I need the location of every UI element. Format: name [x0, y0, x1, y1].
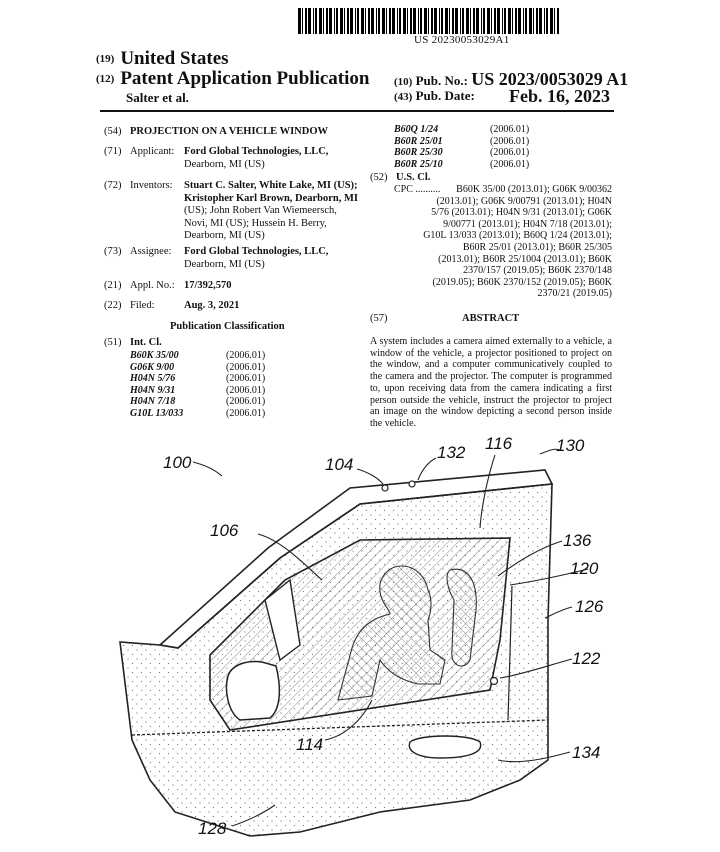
cpc-block: [394, 184, 612, 300]
ref-136: 136: [563, 531, 592, 550]
assignee-label: Assignee:: [130, 246, 172, 257]
barcode-bar: [502, 8, 503, 34]
inventors-label: Inventors:: [130, 180, 173, 191]
barcode-bar: [428, 8, 429, 34]
class-symbol: B60R 25/01: [394, 135, 443, 147]
appl-code: (21): [104, 280, 122, 291]
pub-no-label: Pub. No.:: [415, 73, 468, 88]
invention-title: PROJECTION ON A VEHICLE WINDOW: [130, 126, 328, 137]
inventor-line-5: Dearborn, MI (US): [184, 230, 265, 241]
barcode-bar: [449, 8, 450, 34]
barcode-bar: [361, 8, 364, 34]
barcode-bar: [336, 8, 338, 34]
cpc-line: B60R 25/01 (2013.01); B60R 25/305: [462, 241, 612, 253]
applicant-location: Dearborn, MI (US): [184, 158, 265, 170]
cpc-line: G10L 13/033 (2013.01); B60Q 1/24 (2013.01);: [423, 230, 612, 242]
ref-122: 122: [572, 649, 601, 668]
ref-120: 120: [570, 559, 599, 578]
filed-date: Aug. 3, 2021: [184, 300, 240, 311]
publication-type: Patent Application Publication: [120, 68, 370, 89]
class-version: (2006.01): [226, 361, 266, 373]
inventor-line-1: Stuart C. Salter, White Lake, MI (US);: [184, 180, 358, 191]
barcode-bar: [355, 8, 356, 34]
barcode-bar: [298, 8, 301, 34]
intcl-field: [104, 337, 364, 351]
applicant-code: (71): [104, 146, 122, 157]
barcode-bar: [313, 8, 314, 34]
barcode-bar: [326, 8, 328, 34]
barcode-bar: [302, 8, 303, 34]
country-code: (19): [96, 53, 115, 65]
header-rule: [100, 110, 614, 112]
barcode-bar: [365, 8, 366, 34]
barcode-bar: [518, 8, 521, 34]
appl-no: 17/392,570: [184, 280, 232, 291]
barcode-bar: [397, 8, 398, 34]
barcode-bar: [305, 8, 307, 34]
appl-no-field: [104, 280, 364, 294]
class-version: (2006.01): [226, 350, 266, 361]
classification-row: [130, 385, 270, 397]
barcode-bar: [376, 8, 377, 34]
filed-label: Filed:: [130, 300, 155, 311]
inventor-line-3: (US); John Robert Van Wiemeersch,: [184, 205, 337, 216]
pub-date: Feb. 16, 2023: [509, 86, 610, 106]
barcode-bar: [418, 8, 419, 34]
class-version: (2006.01): [490, 124, 530, 135]
assignee-code: (73): [104, 246, 122, 257]
inventors-field: [104, 180, 364, 246]
leader-100: [193, 462, 222, 476]
classification-row: [130, 350, 270, 362]
inventor-line: [184, 218, 364, 231]
class-symbol: B60R 25/30: [394, 147, 443, 158]
classification-row: [130, 362, 270, 374]
camera: [382, 485, 388, 491]
barcode-bar: [533, 8, 534, 34]
barcode-bar: [386, 8, 387, 34]
inventor-line: [184, 193, 364, 206]
barcode-bar: [504, 8, 506, 34]
barcode-bar: [407, 8, 408, 34]
barcode-bar: [357, 8, 359, 34]
barcode-bar: [523, 8, 524, 34]
abstract-text: A system includes a camera aimed externally to a vehicle, a window of the vehicle, a projector positioned to project on the window, and a computer communicatively coupled to the camera and the projector. The computer is programmed to, upon receiving data from the camera indicating a first person outside the vehicle, instruct the projector to project an image on the window depicting a second person inside the vehicle.: [370, 336, 612, 429]
barcode-bar: [494, 8, 496, 34]
barcode-bar: [491, 8, 492, 34]
classification-row: [394, 147, 554, 159]
ref-100: 100: [163, 453, 192, 472]
inventor-line: [184, 230, 364, 243]
barcode-bar: [439, 8, 440, 34]
barcode-bar: [308, 8, 311, 34]
author: Salter et al.: [126, 90, 189, 105]
barcode-bar: [462, 8, 464, 34]
barcode-bar: [424, 8, 427, 34]
pub-date-code: (43): [394, 91, 413, 103]
barcode-bar: [434, 8, 437, 34]
patent-figure: [0, 424, 720, 847]
barcode-bar: [544, 8, 545, 34]
abstract-code: (57): [370, 313, 388, 324]
barcode-bar: [431, 8, 433, 34]
barcode-bar: [347, 8, 349, 34]
class-version: (2006.01): [226, 384, 266, 396]
barcode-bar: [466, 8, 469, 34]
type-code: (12): [96, 73, 115, 85]
class-version: (2006.01): [490, 158, 530, 170]
inventor-line-2: Kristopher Karl Brown, Dearborn, MI: [184, 192, 359, 204]
abstract-heading: ABSTRACT: [462, 313, 520, 324]
barcode-bar: [470, 8, 471, 34]
classification-row: [130, 408, 270, 420]
assignee-location: Dearborn, MI (US): [184, 258, 265, 270]
side-mirror: [227, 662, 280, 720]
pub-no: US 2023/0053029 A1: [471, 69, 629, 89]
class-version: (2006.01): [226, 407, 266, 419]
barcode-bar: [319, 8, 322, 34]
class-symbol: G06K 9/00: [130, 361, 175, 373]
barcode-bar: [473, 8, 475, 34]
classification-row: [394, 136, 554, 148]
pub-date-line: [394, 88, 610, 104]
barcode-bar: [410, 8, 412, 34]
inventors-code: (72): [104, 180, 122, 191]
barcode-bar: [455, 8, 458, 34]
projector: [409, 481, 415, 487]
class-symbol: B60K 35/00: [130, 350, 179, 361]
barcode-bar: [512, 8, 513, 34]
class-symbol: H04N 7/18: [130, 396, 176, 407]
barcode-bar: [452, 8, 454, 34]
applicant-label: Applicant:: [130, 146, 175, 157]
barcode-bar: [497, 8, 500, 34]
barcode-bar: [483, 8, 485, 34]
country-line: [96, 48, 229, 70]
barcode-bar: [481, 8, 482, 34]
barcode-number: US 20230053029A1: [414, 34, 510, 46]
barcode-bar: [445, 8, 448, 34]
cpc-line: (2013.01); G06K 9/00791 (2013.01); H04N: [436, 195, 612, 207]
barcode-bar: [550, 8, 553, 34]
title-code: (54): [104, 126, 122, 137]
inventor-line: [184, 205, 364, 218]
barcode-bar: [340, 8, 343, 34]
vehicle-door-drawing: [0, 424, 720, 847]
classification-row: [130, 373, 270, 385]
barcode-bar: [329, 8, 332, 34]
applicant-name: Ford Global Technologies, LLC,: [184, 146, 329, 157]
barcode-bar: [403, 8, 406, 34]
abstract-heading-line: [370, 313, 612, 327]
inventor-line-4: Novi, MI (US); Hussein H. Berry,: [184, 217, 327, 229]
barcode-bar: [420, 8, 422, 34]
class-version: (2006.01): [490, 147, 530, 158]
assignee-field: [104, 246, 364, 274]
cpc-line: 2370/157 (2019.05); B60K 2370/148: [463, 265, 612, 277]
cpc-line: 9/00771 (2013.01); H04N 7/18 (2013.01);: [443, 218, 612, 230]
class-symbol: B60R 25/10: [394, 158, 443, 170]
class-version: (2006.01): [490, 135, 530, 147]
barcode-bar: [508, 8, 511, 34]
pub-date-label: Pub. Date:: [415, 88, 475, 103]
sensor-122: [491, 678, 498, 685]
cpc-line: (2019.05); B60K 2370/152 (2019.05); B60K: [432, 276, 612, 288]
cpc-line: 2370/21 (2019.05): [537, 288, 612, 300]
uscl-label: U.S. Cl.: [396, 172, 431, 183]
intcl-code: (51): [104, 337, 122, 348]
classification-row: [394, 124, 554, 136]
class-symbol: B60Q 1/24: [394, 124, 439, 135]
barcode-bar: [529, 8, 532, 34]
barcode-bar: [546, 8, 548, 34]
inventor-line: [184, 180, 364, 193]
barcode-bar: [392, 8, 395, 34]
filed-field: [104, 300, 364, 314]
barcode-graphic: [298, 8, 560, 34]
cpc-lines: [394, 184, 612, 300]
inventors-value: [184, 180, 364, 243]
cpc-line: B60K 35/00 (2013.01); G06K 9/00362: [456, 184, 612, 195]
assignee-value: [184, 246, 356, 271]
publication-type-line: [96, 68, 369, 90]
uscl-code: (52): [370, 172, 388, 183]
barcode-bar: [334, 8, 335, 34]
barcode-bar: [371, 8, 374, 34]
barcode-bar: [344, 8, 345, 34]
ref-116: 116: [485, 434, 513, 453]
door-handle: [409, 736, 480, 758]
filed-code: (22): [104, 300, 122, 311]
class-version: (2006.01): [226, 373, 266, 384]
barcode-bar: [536, 8, 538, 34]
barcode-bar: [557, 8, 559, 34]
barcode-bar: [378, 8, 380, 34]
applicant-value: [184, 146, 356, 171]
classification-row: [394, 159, 554, 171]
ref-104: 104: [325, 455, 354, 474]
barcode-bar: [460, 8, 461, 34]
barcode-bar: [350, 8, 353, 34]
intcl-label: Int. Cl.: [130, 337, 162, 348]
ref-134: 134: [572, 743, 601, 762]
barcode-bar: [476, 8, 479, 34]
barcode-bar: [323, 8, 324, 34]
barcode-bar: [539, 8, 542, 34]
pub-class-heading: Publication Classification: [170, 321, 285, 332]
ref-128: 128: [198, 819, 227, 838]
ref-126: 126: [575, 597, 604, 616]
assignee-name: Ford Global Technologies, LLC,: [184, 246, 329, 257]
cpc-label: CPC ..........: [394, 184, 441, 195]
classification-row: [130, 396, 270, 408]
class-symbol: G10L 13/033: [130, 407, 184, 419]
cpc-line: 5/76 (2013.01); H04N 9/31 (2013.01); G06K: [431, 207, 612, 219]
barcode-bar: [441, 8, 443, 34]
class-symbol: H04N 5/76: [130, 373, 176, 384]
barcode-bar: [389, 8, 391, 34]
cpc-line: (2013.01); B60R 25/1004 (2013.01); B60K: [438, 253, 612, 265]
ref-132: 132: [437, 443, 466, 462]
barcode-bar: [399, 8, 401, 34]
barcode-bar: [382, 8, 385, 34]
appl-label: Appl. No.:: [130, 280, 175, 291]
ref-114: 114: [296, 735, 324, 754]
class-version: (2006.01): [226, 396, 266, 407]
barcode-bar: [315, 8, 317, 34]
barcode-bar: [487, 8, 490, 34]
barcode-bar: [368, 8, 370, 34]
country: United States: [120, 48, 229, 69]
applicant-field: [104, 146, 364, 176]
barcode-bar: [515, 8, 517, 34]
barcode-bar: [554, 8, 555, 34]
ref-106: 106: [210, 521, 239, 540]
barcode-bar: [525, 8, 527, 34]
barcode: [298, 8, 560, 34]
ref-130: 130: [556, 436, 585, 455]
class-symbol: H04N 9/31: [130, 384, 176, 396]
pub-no-code: (10): [394, 76, 413, 88]
barcode-bar: [413, 8, 416, 34]
